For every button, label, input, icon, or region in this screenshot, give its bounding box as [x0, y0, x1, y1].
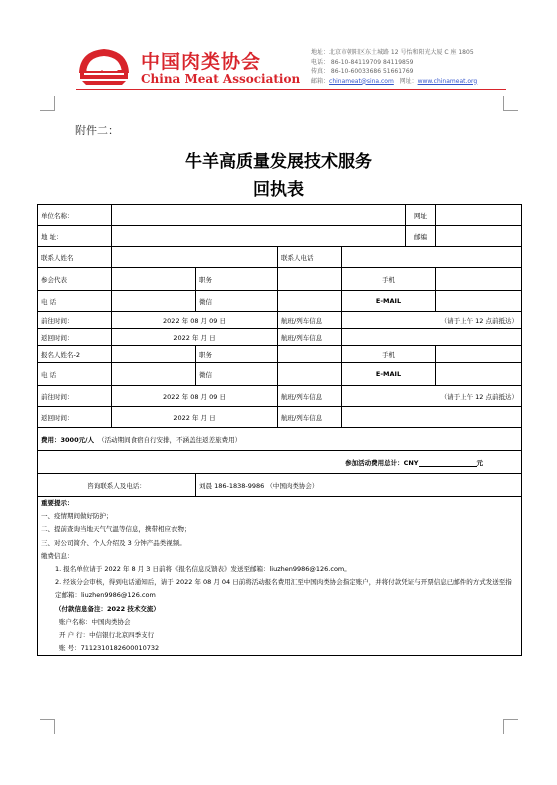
header-divider: [76, 89, 506, 90]
label-position-2: 职务: [196, 346, 278, 363]
applicant-2-field[interactable]: [112, 346, 196, 363]
return-date-2: 2022 年 月 日: [112, 407, 278, 428]
letterhead-address: 地址：北京市朝阳区东土城路 12 号怡和阳光大厦 C 座 1805: [311, 49, 474, 56]
payment-heading: 缴费信息：: [41, 551, 74, 560]
email-label: 邮箱：: [311, 77, 330, 85]
contact-phone-field[interactable]: [342, 247, 522, 268]
arrive-note-2: （请于上午 12 点前抵达）: [342, 386, 522, 407]
postcode-field[interactable]: [436, 226, 522, 247]
label-tel: 电 话: [38, 291, 112, 312]
email-field[interactable]: [436, 291, 522, 312]
label-mobile-2: 手机: [342, 346, 436, 363]
label-applicant-2: 报名人姓名-2: [38, 346, 112, 363]
total-label: 参加活动费用总计：CNY: [345, 458, 419, 467]
label-wechat: 微信: [196, 291, 278, 312]
label-tel-2: 电 话: [38, 363, 112, 386]
crop-mark-top-left: [40, 96, 55, 111]
letterhead-phone: 电话： 86-10-84119709 84119859: [311, 58, 414, 66]
account-name: 账户名称：中国肉类协会: [59, 617, 131, 626]
tel-field[interactable]: [112, 291, 196, 312]
label-postcode: 邮编: [406, 226, 436, 247]
label-email-2: E-MAIL: [342, 363, 436, 386]
contact-name-field[interactable]: [112, 247, 278, 268]
notes-heading: 重要提示：: [41, 499, 74, 507]
label-return-time-2: 返回时间：: [38, 407, 112, 428]
label-contact-name: 联系人姓名: [38, 247, 112, 268]
crop-mark-bottom-left: [40, 719, 55, 734]
label-flight-info-return: 航班/列车信息: [278, 329, 342, 346]
notes-section: [38, 497, 522, 656]
note-item-3: 三、对公司简介、个人介绍及 3 分钟产品类视频。: [41, 538, 186, 547]
crop-mark-top-right: [503, 96, 518, 111]
payment-step-1: 1. 报名单位请于 2022 年 8 月 3 日前将《报名信息反馈表》发送至邮箱：liuzhen9986@126.com。: [55, 565, 351, 574]
label-rep: 参会代表: [38, 268, 112, 291]
web-link[interactable]: www.chinameat.org: [417, 77, 478, 85]
website-field[interactable]: [436, 205, 522, 226]
document-title: 牛羊高质量发展技术服务: [185, 152, 372, 172]
mobile-2-field[interactable]: [436, 346, 522, 363]
rep-field[interactable]: [112, 268, 196, 291]
label-contact-phone: 联系人电话: [278, 247, 342, 268]
position-field[interactable]: [278, 268, 342, 291]
account-number: 账 号：7112310182600010732: [59, 644, 160, 653]
label-return-time: 返回时间：: [38, 329, 112, 346]
return-date: 2022 年 月 日: [112, 329, 278, 346]
tel-2-field[interactable]: [112, 363, 196, 386]
note-item-2: 二、提前查询当地天气气温等信息，携带相应衣物；: [41, 525, 191, 534]
payment-remark: （付款信息备注：2022 技术交流）: [55, 604, 160, 613]
total-amount-field[interactable]: [419, 459, 477, 467]
web-label: 网址：: [399, 77, 418, 85]
wechat-field[interactable]: [278, 291, 342, 312]
fee-label: 费用：3000元/人: [41, 435, 94, 444]
fee-row: [38, 428, 522, 451]
unit-name-field[interactable]: [112, 205, 406, 226]
cma-logo-icon: [76, 45, 132, 85]
return-flight-2-field[interactable]: [342, 407, 522, 428]
arrive-note: （请于上午 12 点前抵达）: [342, 312, 522, 329]
letterhead-fax: 传真： 86-10-60033686 51661769: [311, 68, 414, 75]
arrive-date-2: 2022 年 08 月 09 日: [112, 386, 278, 407]
total-row: [38, 451, 522, 474]
email-2-field[interactable]: [436, 363, 522, 386]
return-flight-field[interactable]: [342, 329, 522, 346]
note-item-1: 一、疫情期间做好防护；: [41, 512, 113, 521]
total-unit: 元: [476, 458, 483, 467]
letterhead-email-web: [311, 77, 477, 87]
label-arrive-time: 前往时间：: [38, 312, 112, 329]
payment-step-2: 2. 经该分会审核，得到电话通知后，请于 2022 年 08 月 04 日前将活动报名费用汇至中国肉类协会指定账户，并将付款凭证与开票信息已邮件的方式发送至指定邮箱：liuzhen9986@126.com: [55, 578, 512, 600]
arrive-date: 2022 年 08 月 09 日: [112, 312, 278, 329]
label-website: 网址: [406, 205, 436, 226]
wechat-2-field[interactable]: [278, 363, 342, 386]
label-unit-name: 单位名称：: [38, 205, 112, 226]
account-bank: 开 户 行：中信银行北京四季支行: [59, 631, 155, 640]
label-flight-info-return-2: 航班/列车信息: [278, 407, 342, 428]
label-flight-info-2: 航班/列车信息: [278, 386, 342, 407]
org-name-en: China Meat Association: [141, 72, 301, 86]
org-name-cn: 中国肉类协会: [141, 51, 262, 73]
receipt-form-table: [37, 204, 522, 656]
label-flight-info: 航班/列车信息: [278, 312, 342, 329]
position-2-field[interactable]: [278, 346, 342, 363]
consult-value: 刘晨 186-1838-9986 （中国肉类协会）: [196, 474, 522, 497]
address-field[interactable]: [112, 226, 406, 247]
label-mobile: 手机: [342, 268, 436, 291]
label-email: E-MAIL: [342, 291, 436, 312]
email-link[interactable]: chinameat@sina.com: [329, 77, 394, 85]
crop-mark-bottom-right: [503, 719, 518, 734]
label-arrive-time-2: 前往时间：: [38, 386, 112, 407]
label-wechat-2: 微信: [196, 363, 278, 386]
label-consult: 咨询联系人及电话：: [38, 474, 196, 497]
attachment-label: 附件二：: [75, 124, 119, 137]
document-subtitle: 回执表: [253, 180, 304, 200]
letterhead-contact: [311, 48, 477, 86]
fee-note: （活动期间食宿自行安排，不涵盖往返差旅费用）: [98, 435, 242, 444]
mobile-field[interactable]: [436, 268, 522, 291]
label-position: 职务: [196, 268, 278, 291]
label-address: 地 址：: [38, 226, 112, 247]
